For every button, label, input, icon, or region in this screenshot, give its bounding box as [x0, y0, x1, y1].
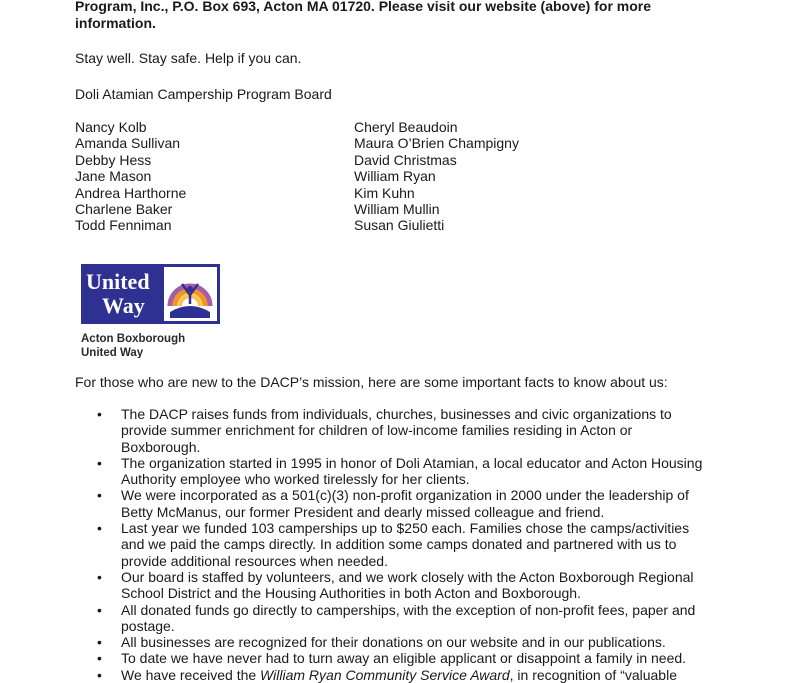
facts-list [97, 406, 737, 683]
fact-line: Authority employee who worked tirelessly for her clients. [121, 471, 470, 488]
header-line-2: information. [75, 14, 156, 31]
united-way-logo-graphic [78, 262, 223, 358]
award-name: William Ryan Community Service Award [260, 666, 510, 683]
fact-line: Betty McManus, our former President and dearly missed colleague and friend. [121, 503, 605, 520]
list-item [97, 520, 737, 569]
fact-line: • We were incorporated as a 501(c)(3) non-profit organization in 2000 under the leadership of [121, 487, 689, 504]
board-member: Cheryl Beaudoin [354, 119, 458, 135]
fact-line: • Our board is staffed by volunteers, and we work closely with the Acton Boxborough Regional [121, 568, 694, 585]
board-member: Kim Kuhn [354, 184, 415, 201]
logo-word-united: United [86, 269, 150, 294]
list-item [97, 634, 737, 650]
list-item [97, 602, 737, 635]
list-item [97, 455, 737, 488]
fact-text: , in recognition of “valuable [509, 666, 677, 683]
fact-line: provide summer enrichment for children of low-income families residing in Acton or [121, 422, 633, 439]
fact-line: • To date we have never had to turn away an eligible applicant or disappoint a family in need. [121, 650, 687, 667]
closing-line: Stay well. Stay safe. Help if you can. [75, 50, 302, 66]
logo-caption-line-1: Acton Boxborough [81, 333, 186, 345]
board-member: Nancy Kolb [75, 119, 147, 135]
fact-line: School District and the Housing Authorities in both Acton and Boxborough. [121, 585, 581, 602]
document-page [75, 0, 735, 234]
board-members [75, 119, 735, 234]
board-member: David Christmas [354, 151, 457, 168]
list-item [97, 406, 737, 455]
list-item [97, 569, 737, 602]
fact-line: • Last year we funded 103 camperships up to $250 each. Families chose the camps/activities [121, 520, 690, 537]
board-member: William Ryan [354, 168, 436, 185]
board-member: Charlene Baker [75, 201, 173, 218]
board-member: Susan Giulietti [354, 217, 445, 234]
fact-line: • All donated funds go directly to camperships, with the exception of non-profit fees, paper and [121, 601, 696, 618]
facts-intro: For those who are new to the DACP’s mission, here are some important facts to know about us: [75, 374, 668, 390]
board-member: Amanda Sullivan [75, 135, 181, 152]
fact-line: • The DACP raises funds from individuals, churches, businesses and civic organizations to [121, 406, 672, 422]
board-column-right [354, 119, 633, 234]
list-item [97, 650, 737, 666]
board-member: Andrea Harthorne [75, 184, 187, 201]
fact-line: Boxborough. [121, 438, 201, 455]
fact-line: • The organization started in 1995 in honor of Doli Atamian, a local educator and Acton Housing [121, 454, 703, 471]
united-way-logo [78, 262, 223, 358]
board-member: Debby Hess [75, 151, 152, 168]
header-text [75, 0, 735, 31]
logo-word-way: Way [102, 293, 145, 318]
board-column-left [75, 119, 354, 234]
logo-caption-line-2: United Way [81, 347, 144, 358]
board-title: Doli Atamian Campership Program Board [75, 85, 332, 102]
board-member: Todd Fenniman [75, 217, 172, 234]
board-member: Maura O’Brien Champigny [354, 135, 519, 152]
list-item [97, 487, 737, 520]
fact-text: We have received the [121, 666, 261, 683]
fact-line: • All businesses are recognized for their donations on our website and in our publications. [121, 634, 666, 651]
fact-line: postage. [121, 617, 175, 634]
board-member: William Mullin [354, 201, 440, 218]
fact-line: provide additional resources when needed. [121, 552, 388, 569]
board-member: Jane Mason [75, 168, 152, 185]
fact-line: and we paid the camps directly. In addition some camps donated and partnered with us to [121, 536, 677, 553]
header-line-1: Program, Inc., P.O. Box 693, Acton MA 01720. Please visit our website (above) for more [75, 0, 652, 14]
